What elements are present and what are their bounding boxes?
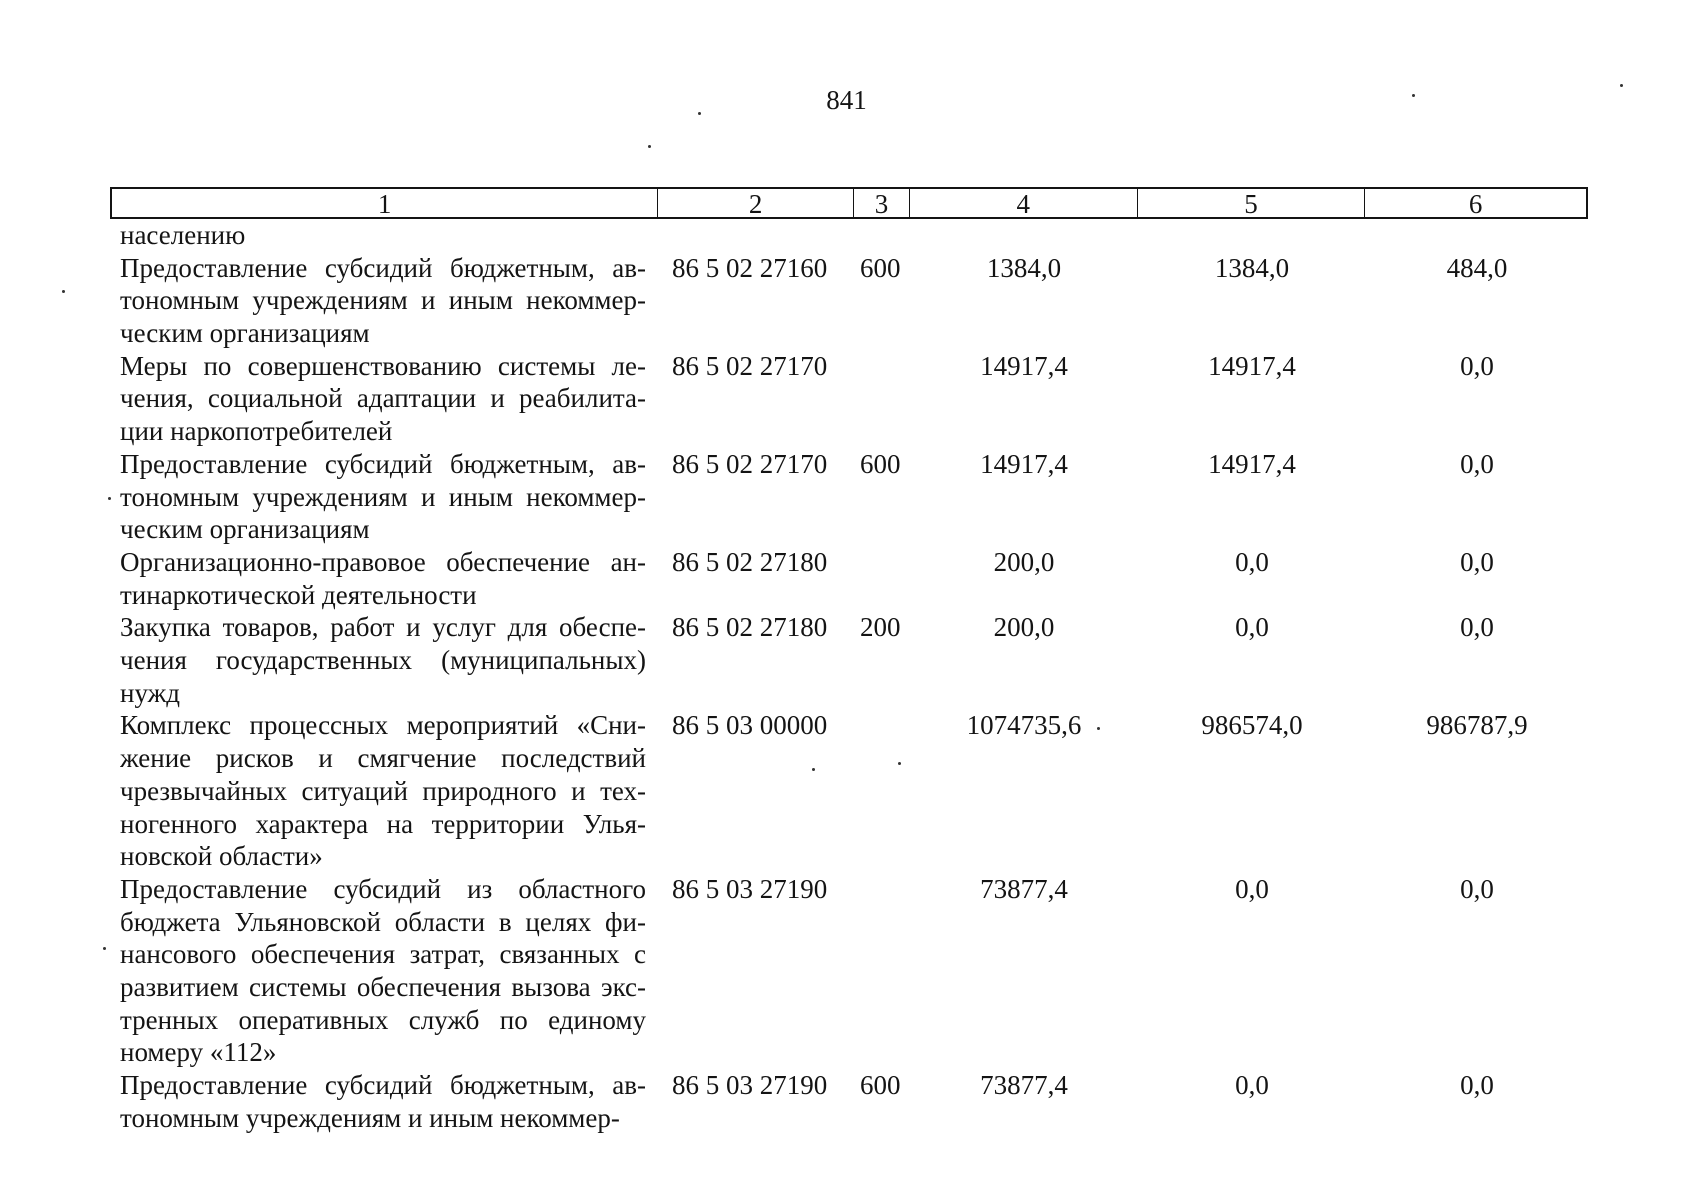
table-row [0,873,1693,1069]
scan-speck [698,112,701,115]
row-name-line: ческим организациям [120,318,370,349]
table-row [0,709,1693,873]
row-name-line: чрезвычайных ситуаций природного и тех- [120,775,646,806]
row-name-line: номеру «112» [120,1037,277,1068]
row-value-col5: 14917,4 [1208,350,1296,381]
table-row [0,546,1693,611]
table-row [0,448,1693,546]
row-name-line: бюджета Ульяновской области в целях фи- [120,906,646,937]
row-name-line: ческим организациям [120,514,370,545]
column-header: 4 [910,189,1138,217]
row-name-line: Предоставление субсидий бюджетным, ав- [120,1070,646,1101]
row-name-line: нужд [120,677,180,708]
row-name-line: Закупка товаров, работ и услуг для обеспе- [120,612,646,643]
row-code: 86 5 02 27180 [672,546,828,577]
row-name-line: тономным учреждениям и иным некоммер- [120,285,646,316]
row-value-col5: 1384,0 [1214,252,1290,283]
row-name [120,873,646,1069]
row-code: 86 5 02 27170 [672,350,828,381]
row-expense-type: 600 [860,448,901,479]
row-name [120,448,646,546]
row-expense-type: 200 [860,612,901,643]
row-value-col6: 0,0 [1460,350,1494,381]
row-value-col4: 1384,0 [986,252,1062,283]
row-value-col6: 0,0 [1460,612,1494,643]
row-name-line: тономным учреждениям и иным некоммер- [120,481,646,512]
row-value-col4: 14917,4 [980,350,1068,381]
row-value-col6: 986787,9 [1426,710,1528,741]
column-header: 5 [1138,189,1366,217]
row-expense-type: 600 [860,1070,901,1101]
row-name-line: новской области» [120,841,323,872]
table-header [110,187,1588,219]
row-value-col4: 1074735,6 [966,710,1082,741]
row-value-col6: 0,0 [1460,873,1494,904]
row-name-line: тренных оперативных служб по единому [120,1004,646,1035]
row-name [120,611,646,709]
row-name [120,1069,646,1134]
row-code: 86 5 03 00000 [672,710,828,741]
row-value-col6: 484,0 [1446,252,1508,283]
row-value-col5: 0,0 [1235,1070,1269,1101]
row-value-col5: 986574,0 [1201,710,1303,741]
table-row [0,219,1693,252]
row-name-line: Предоставление субсидий из областного [120,873,646,904]
row-value-col5: 0,0 [1235,873,1269,904]
row-name-line: ции наркопотребителей [120,416,393,447]
row-value-col5: 0,0 [1235,546,1269,577]
column-header: 6 [1468,189,1483,219]
row-value-col6: 0,0 [1460,1070,1494,1101]
row-name-line: Меры по совершенствованию системы ле- [120,350,646,381]
row-name-line: развитием системы обеспечения вызова экс- [120,972,646,1003]
row-name [120,709,646,872]
table-row [0,252,1693,350]
row-value-col5: 14917,4 [1208,448,1296,479]
scan-speck [1412,94,1415,97]
row-code: 86 5 02 27160 [672,252,828,283]
row-name-line: тинаркотической деятельности [120,579,477,610]
row-value-col4: 73877,4 [980,873,1068,904]
row-name-line: тономным учреждениям и иным некоммер- [120,1102,620,1133]
row-name [120,546,646,611]
row-value-col4: 73877,4 [980,1070,1068,1101]
row-value-col6: 0,0 [1460,448,1494,479]
row-name-line: чения государственных (муниципальных) [120,645,646,676]
column-header: 1 [112,189,658,217]
row-name-line: населению [120,220,246,250]
row-expense-type: 600 [860,252,901,283]
row-name-line: Организационно-правовое обеспечение ан- [120,546,646,577]
row-name-line: Предоставление субсидий бюджетным, ав- [120,252,646,283]
row-name-line: Предоставление субсидий бюджетным, ав- [120,448,646,479]
table-row [0,1069,1693,1134]
row-code: 86 5 02 27180 [672,612,828,643]
row-name [120,219,646,252]
row-name-line: ногенного характера на территории Улья- [120,808,646,839]
table-body [0,219,1693,1135]
row-value-col4: 200,0 [993,546,1055,577]
row-code: 86 5 03 27190 [672,1070,828,1101]
page-number: 841 [826,85,867,115]
row-value-col4: 200,0 [993,612,1055,643]
column-header: 3 [854,189,910,217]
column-header: 2 [658,189,854,217]
row-name-line: чения, социальной адаптации и реабилита- [120,383,646,414]
row-code: 86 5 02 27170 [672,448,828,479]
row-value-col4: 14917,4 [980,448,1068,479]
table-row [0,611,1693,709]
row-name-line: Комплекс процессных мероприятий «Сни- [120,710,646,741]
row-value-col5: 0,0 [1235,612,1269,643]
table-row [0,350,1693,448]
row-name [120,350,646,448]
row-value-col6: 0,0 [1460,546,1494,577]
row-name [120,252,646,350]
row-name-line: жение рисков и смягчение последствий [120,743,646,774]
scan-speck [1620,84,1623,87]
row-code: 86 5 03 27190 [672,873,828,904]
row-name-line: нансового обеспечения затрат, связанных с [120,939,646,970]
scan-speck [648,145,651,148]
